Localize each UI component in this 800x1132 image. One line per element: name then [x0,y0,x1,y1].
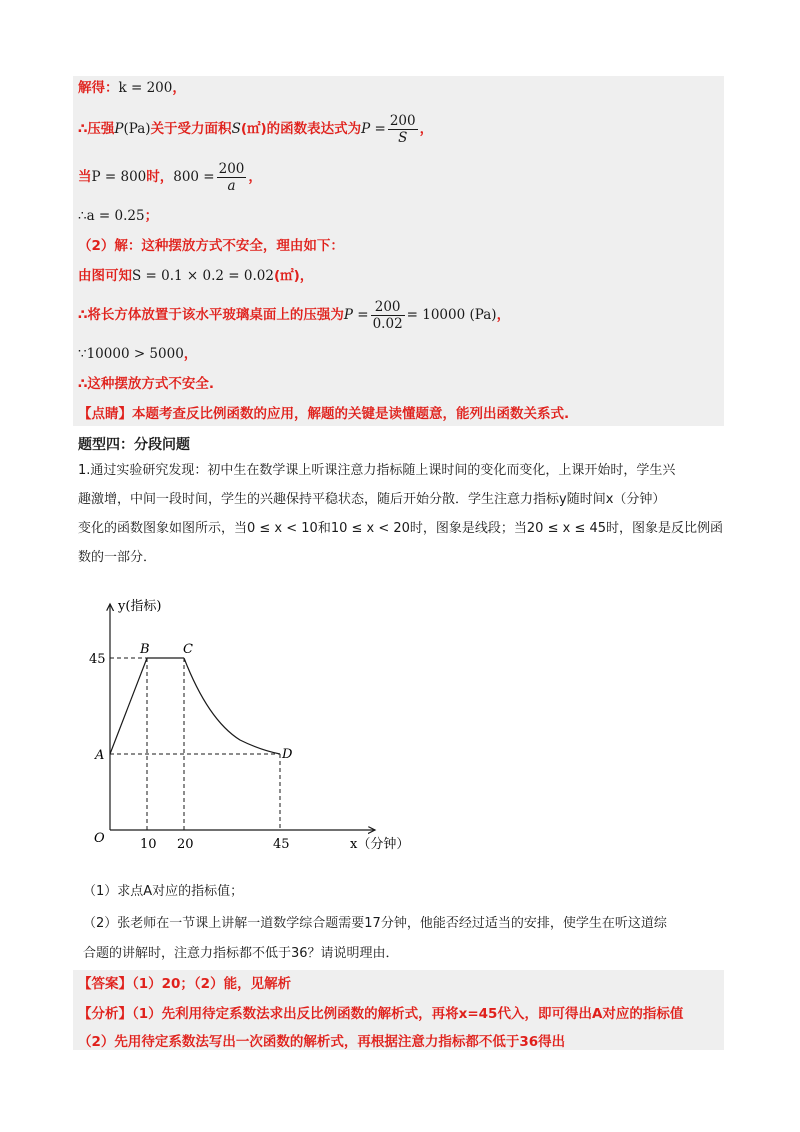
point-label-c: C [183,642,193,657]
problem-line-4: 数的一部分． [78,550,157,565]
fraction: $\frac{200}{S}$ [389,112,416,146]
solution-line-3: 当P = 800时，800 = $\frac{200}{a}$ ， [78,160,262,194]
tick-label-x10: 10 [140,837,157,852]
solution-line-1: 解得：k = 200， [78,80,186,96]
point-label-b: B [140,642,150,657]
x-axis-label: x（分钟） [350,837,410,852]
analysis-line-1: 【分析】（1）先利用待定系数法求出反比例函数的解析式，再将x=45代入，即可得出A对应的指标值 [78,1006,684,1022]
problem-text [78,456,728,572]
problem-line-1: 1.通过实验研究发现：初中生在数学课上听课注意力指标随上课时间的变化而变化，上课开始时，学生兴 [78,463,676,478]
tick-label-y45: 45 [89,652,106,667]
function-graph [80,590,420,860]
analysis-line-2: （2）先用待定系数法写出一次函数的解析式，再根据注意力指标都不低于36得出 [78,1034,566,1050]
solution-line-4: ∴a = 0.25； [78,208,159,224]
solution-line-7: ∴将长方体放置于该水平玻璃桌面上的压强为P = $\frac{200}{0.02}$ = 10000 (Pa)， [78,298,511,332]
fraction: $\frac{200}{a}$ [218,160,245,194]
tick-label-x45: 45 [273,837,290,852]
tick-label-x20: 20 [177,837,194,852]
segment-ab [110,658,147,754]
solution-line-9: ∴这种摆放方式不安全. [78,376,215,392]
solution-line-10: 【点睛】本题考查反比例函数的应用，解题的关键是读懂题意，能列出函数关系式. [78,406,570,422]
answer-line: 【答案】（1）20；（2）能，见解析 [78,976,292,992]
solution-line-6: 由图可知S = 0.1 × 0.2 = 0.02(㎡)， [78,268,314,284]
curve-cd [184,658,280,754]
question-1: （1）求点A对应的指标值； [83,884,244,899]
fraction: $\frac{200}{0.02}$ [372,298,403,332]
y-axis-label: y(指标) [118,599,162,614]
point-label-a: A [95,748,105,763]
point-label-d: D [282,747,293,762]
solution-line-2: ∴压强P(Pa)关于受力面积S(㎡)的函数表达式为P = $\frac{200}{S}$ ， [78,112,434,146]
section-title: 题型四：分段问题 [78,437,190,453]
question-2-line-2: 合题的讲解时，注意力指标都不低于36？请说明理由． [83,946,399,961]
solution-line-8: ∵10000 > 5000， [78,346,198,362]
problem-line-3: 变化的函数图象如图所示，当0 ≤ x < 10和10 ≤ x < 20时，图象是线段；当20 ≤ x ≤ 45时，图象是反比例函 [78,521,724,536]
problem-line-2: 趣激增，中间一段时间，学生的兴趣保持平稳状态，随后开始分散．学生注意力指标y随时间x（分钟） [78,492,666,507]
question-2-line-1: （2）张老师在一节课上讲解一道数学综合题需要17分钟，他能否经过适当的安排，使学生在听这道综 [83,916,667,931]
solution-line-5: （2）解：这种摆放方式不安全，理由如下： [78,238,344,254]
origin-label: O [94,831,105,846]
